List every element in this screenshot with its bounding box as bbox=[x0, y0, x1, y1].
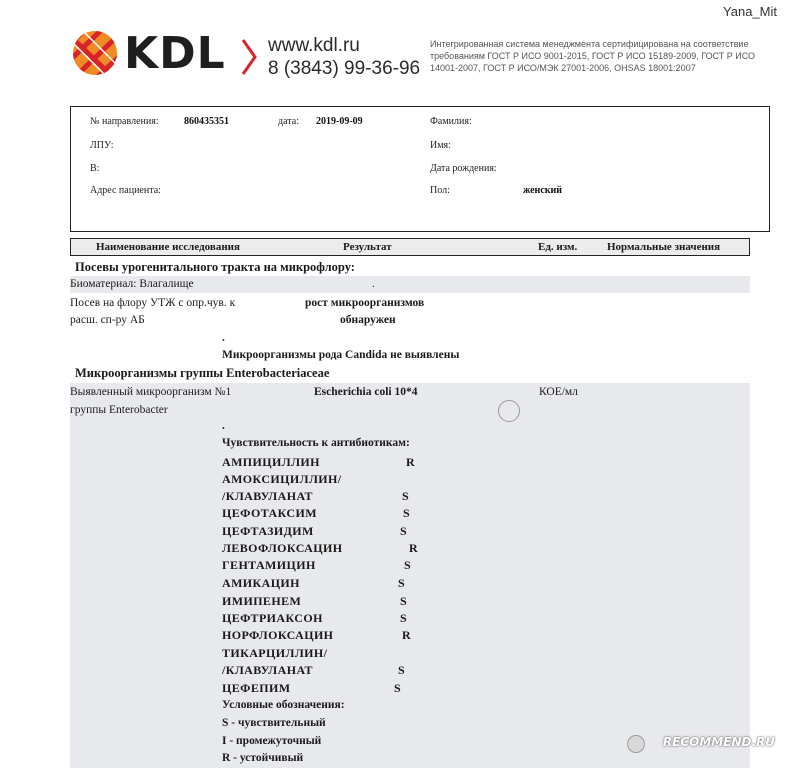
antibiotic-name: /КЛАВУЛАНАТ bbox=[222, 489, 313, 503]
chevron-right-icon bbox=[240, 38, 258, 76]
section-title-urogenital: Посевы урогенитального тракта на микрофлору: bbox=[75, 260, 355, 274]
found-unit: КОЕ/мл bbox=[539, 386, 578, 398]
lab-website: www.kdl.ru bbox=[268, 35, 360, 56]
antibiotic-result: S bbox=[400, 594, 407, 608]
antibiotic-name: АМПИЦИЛЛИН bbox=[222, 455, 320, 469]
direction-label: № направления: bbox=[90, 116, 159, 127]
antibiotic-result: S bbox=[404, 558, 411, 572]
v-label: В: bbox=[90, 163, 100, 174]
circle-mark-icon bbox=[498, 400, 520, 422]
separator-dot-2: . bbox=[222, 420, 225, 432]
certification-text: Интегрированная система менеджмента сертифицирована на соответствие требованиям ГОСТ Р ИСО 9001-2015, ГОСТ Р ИСО 15189-2009, ГОСТ Р ИСО 14001-2007, ГОСТ Р ИСО/МЭК 27001-2006, OHSAS 18001:2007 bbox=[430, 39, 756, 73]
legend-item: R - устойчивый bbox=[222, 752, 304, 764]
antibiotic-name: АМИКАЦИН bbox=[222, 576, 300, 590]
biomaterial-text: Биоматериал: Влагалище bbox=[70, 278, 194, 290]
separator-dot: . bbox=[222, 332, 225, 344]
sex-label: Пол: bbox=[430, 185, 450, 196]
sex-value: женский bbox=[523, 185, 563, 196]
lpu-label: ЛПУ: bbox=[90, 140, 114, 151]
antibiotic-name: ТИКАРЦИЛЛИН/ bbox=[222, 646, 328, 660]
antibiotic-result: S bbox=[402, 489, 409, 503]
column-name: Наименование исследования bbox=[96, 241, 240, 253]
section-title-enterobacteriaceae: Микроорганизмы группы Enterobacteriaceae bbox=[75, 366, 330, 380]
date-label: дата: bbox=[278, 116, 299, 127]
antibiotic-result: R bbox=[406, 455, 415, 469]
column-norm: Нормальные значения bbox=[607, 241, 721, 253]
enterobacteriaceae-band bbox=[70, 383, 750, 768]
antibiotic-name: ЦЕФТРИАКСОН bbox=[222, 611, 323, 625]
legend-item: I - промежуточный bbox=[222, 735, 322, 747]
culture-label-line1: Посев на флору УТЖ с опр.чув. к bbox=[70, 297, 236, 309]
antibiotic-name: НОРФЛОКСАЦИН bbox=[222, 628, 334, 642]
found-label-line2: группы Enterobacter bbox=[70, 404, 168, 416]
direction-value: 860435351 bbox=[184, 116, 229, 127]
antibiotic-result: R bbox=[402, 628, 411, 642]
found-label-line1: Выявленный микроорганизм №1 bbox=[70, 386, 232, 398]
recommend-logo-icon bbox=[627, 735, 645, 753]
antibiotic-result: R bbox=[409, 541, 418, 555]
column-unit: Ед. изм. bbox=[538, 241, 578, 253]
antibiotic-name: ГЕНТАМИЦИН bbox=[222, 558, 316, 572]
address-label: Адрес пациента: bbox=[90, 185, 161, 196]
name-label: Имя: bbox=[430, 140, 451, 151]
antibiotic-name: ИМИПЕНЕМ bbox=[222, 594, 302, 608]
column-result: Результат bbox=[343, 241, 392, 253]
patient-info-box bbox=[70, 106, 770, 232]
lab-phone: 8 (3843) 99-36-96 bbox=[268, 58, 421, 79]
culture-result-line2: обнаружен bbox=[340, 314, 396, 326]
antibiotic-result: S bbox=[400, 524, 407, 538]
antibiotic-name: ЦЕФОТАКСИМ bbox=[222, 506, 317, 520]
username-watermark: Yana_Mit bbox=[723, 4, 777, 19]
sensitivity-title: Чувствительность к антибиотикам: bbox=[222, 437, 410, 449]
antibiotic-name: ЦЕФЕПИМ bbox=[222, 681, 291, 695]
logo-text: KDL bbox=[124, 28, 226, 79]
antibiotic-result: S bbox=[398, 663, 405, 677]
antibiotic-name: АМОКСИЦИЛЛИН/ bbox=[222, 472, 342, 486]
antibiotic-name: /КЛАВУЛАНАТ bbox=[222, 663, 313, 677]
antibiotic-result: S bbox=[398, 576, 405, 590]
antibiotic-result: S bbox=[394, 681, 401, 695]
found-organism: Escherichia coli 10*4 bbox=[314, 386, 418, 398]
culture-result-line1: рост микроорганизмов bbox=[305, 297, 425, 309]
birth-date-label: Дата рождения: bbox=[430, 163, 497, 174]
biomaterial-dot: . bbox=[372, 278, 375, 290]
legend-title: Условные обозначения: bbox=[222, 699, 345, 711]
antibiotic-name: ЦЕФТАЗИДИМ bbox=[222, 524, 314, 538]
antibiotic-result: S bbox=[403, 506, 410, 520]
date-value: 2019-09-09 bbox=[316, 116, 363, 127]
kdl-logo-icon bbox=[72, 30, 118, 76]
antibiotic-result: S bbox=[400, 611, 407, 625]
antibiotic-name: ЛЕВОФЛОКСАЦИН bbox=[222, 541, 343, 555]
candida-result: Микроорганизмы рода Candida не выявлены bbox=[222, 349, 460, 361]
surname-label: Фамилия: bbox=[430, 116, 472, 127]
culture-label-line2: расш. сп-ру АБ bbox=[70, 314, 145, 326]
recommend-watermark: RECOMMEND.RU bbox=[662, 735, 775, 749]
legend-item: S - чувствительный bbox=[222, 717, 326, 729]
